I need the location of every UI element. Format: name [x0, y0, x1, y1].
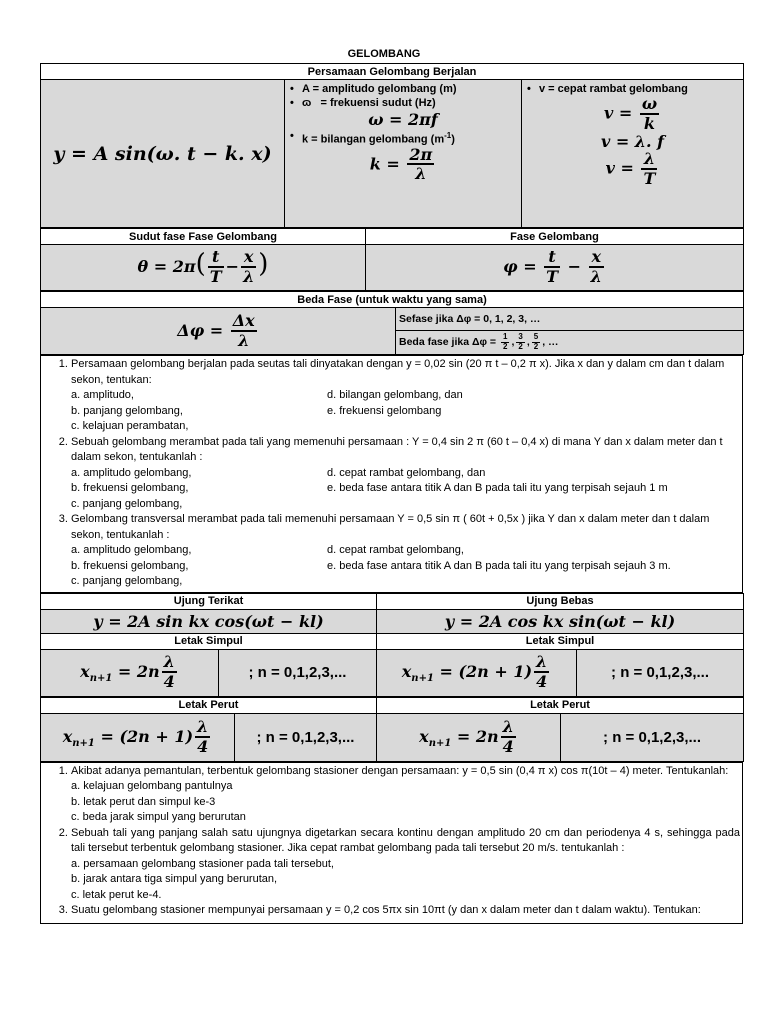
- wave-number-note: • k = bilangan gelombang $(m^{-1})$: [302, 129, 518, 147]
- standing-wave-table: [40, 593, 744, 697]
- worksheet: [40, 63, 743, 924]
- section-header: Persamaan Gelombang Berjalan: [41, 64, 744, 80]
- free-node-equation: $x_{n+1} = (2n + 1)$ $\frac{\lambda}{4}$: [377, 649, 577, 696]
- phase-angle-header: Sudut fase Fase Gelombang: [41, 229, 366, 245]
- free-end-equation: y = 2A cos kx sin(ωt − kl): [377, 609, 744, 633]
- problem-3: 3. Gelombang transversal merambat pada tali memenuhi persamaan Y = 0,5 sin π ( 60t + 0,5x ) jika Y dan x dalam meter dan t dalam sekon, tentukanlah : a. amplitudo gelombang, d. cepat rambat gelombang, b. frekuensi gelombang, e. beda fase antara titik A dan B pada tali itu yang terpisah sejauh 3 m. c. panjang gelombang,: [71, 512, 740, 590]
- fixed-antinode-equation: $x_{n+1} = (2n + 1)$ $\frac{\lambda}{4}$: [41, 713, 235, 761]
- fixed-antinode-header: Letak Perut: [41, 697, 377, 713]
- k-equation: k = $\frac{2\pi}{\lambda}$: [369, 144, 433, 184]
- traveling-wave-equation: y = A sin(ω. t − k. x): [53, 142, 272, 165]
- phase-difference-header: Beda Fase (untuk waktu yang sama): [41, 292, 744, 308]
- problem-stasioner-2: 2. Sebuah tali yang panjang salah satu ujungnya digetarkan secara kontinu dengan amplitudo 20 cm dan periodenya 4 s, sehingga pada tali tersebut terbentuk gelombang stasioner. Jika cepat rambat gelombang pada tali tersebut 20 m/s. tentukanlah : a. persamaan gelombang stasioner pada tali tersebut, b. jarak antara tiga simpul yang berurutan, c. letak perut ke-4.: [71, 826, 740, 904]
- main-equation-cell: [41, 80, 285, 228]
- wave-phase-header: Fase Gelombang: [366, 229, 744, 245]
- velocity-note: • v = cepat rambat gelombang: [539, 82, 740, 96]
- velocity-eq-2: v = λ. f: [600, 132, 665, 152]
- parameter-cell: [285, 80, 522, 228]
- phase-difference-table: [40, 291, 744, 355]
- free-antinode-equation: $x_{n+1} = 2n$ $\frac{\lambda}{4}$: [377, 713, 561, 761]
- phase-difference-equation: Δφ = $\frac{\Delta x}{\lambda}$: [41, 308, 396, 355]
- omega-equation: ω = 2πf: [368, 110, 438, 129]
- velocity-cell: [522, 80, 744, 228]
- phase-table: [40, 228, 744, 291]
- page-title: GELOMBANG: [347, 48, 421, 60]
- free-node-header: Letak Simpul: [377, 633, 744, 649]
- out-of-phase-condition: Beda fase jika Δφ = $\frac{1}{2}$ , $\frac{3}{2}$ , $\frac{5}{2}$ , …: [396, 331, 744, 355]
- fixed-antinode-range: ; n = 0,1,2,3,...: [235, 713, 377, 761]
- free-antinode-range: ; n = 0,1,2,3,...: [561, 713, 744, 761]
- fixed-end-header: Ujung Terikat: [41, 593, 377, 609]
- traveling-wave-table: [40, 63, 744, 228]
- angular-frequency-note: • ɷ = frekuensi sudut (Hz): [302, 96, 518, 110]
- free-end-header: Ujung Bebas: [377, 593, 744, 609]
- problems-set-1: [40, 355, 743, 593]
- wave-phase-equation: φ = $\frac{t}{T}$ − $\frac{x}{\lambda}$: [366, 245, 744, 291]
- free-antinode-header: Letak Perut: [377, 697, 744, 713]
- fixed-node-equation: $x_{n+1} = 2n$ $\frac{\lambda}{4}$: [41, 649, 219, 696]
- problem-stasioner-1: 1. Akibat adanya pemantulan, terbentuk gelombang stasioner dengan persamaan: y = 0,5 sin (0,4 π x) cos π(10t – 4) meter. Tentukanlah: a. kelajuan gelombang pantulnya b. letak perut dan simpul ke-3 c. beda jarak simpul yang berurutan: [71, 764, 740, 826]
- amplitude-note: • A = amplitudo gelombang (m): [302, 82, 518, 96]
- velocity-eq-3: v = $\frac{\lambda}{T}$: [605, 149, 656, 189]
- problems-set-2: [40, 762, 743, 924]
- problem-1: 1. Persamaan gelombang berjalan pada seutas tali dinyatakan dengan y = 0,02 sin (20 π t – 0,2 π x). Jika x dan y dalam cm dan t dalam sekon, tentukan: a. amplitudo, d. bilangan gelombang, dan b. panjang gelombang, e. frekuensi gelombang c. kelajuan perambatan,: [71, 357, 740, 435]
- antinode-table: [40, 697, 744, 762]
- problem-stasioner-3: 3. Suatu gelombang stasioner mempunyai persamaan y = 0,2 cos 5πx sin 10πt (y dan x dalam meter dan t dalam waktu). Tentukan:: [71, 903, 740, 919]
- phase-angle-equation: θ = 2π( $\frac{t}{T}$ − $\frac{x}{\lambda}$ ): [41, 245, 366, 291]
- in-phase-condition: Sefase jika Δφ = 0, 1, 2, 3, …: [396, 308, 744, 331]
- fixed-node-range: ; n = 0,1,2,3,...: [219, 649, 377, 696]
- free-node-range: ; n = 0,1,2,3,...: [577, 649, 744, 696]
- fixed-node-header: Letak Simpul: [41, 633, 377, 649]
- velocity-eq-1: v = $\frac{\omega}{k}$: [603, 94, 658, 133]
- problem-2: 2. Sebuah gelombang merambat pada tali yang memenuhi persamaan : Y = 0,4 sin 2 π (60 t – 0,4 x) di mana Y dan x dalam meter dan t dalam sekon, tentukanlah : a. amplitudo gelombang, d. cepat rambat gelombang, dan b. frekuensi gelombang, e. beda fase antara titik A dan B pada tali itu yang terpisah sejauh 1 m c. panjang gelombang,: [71, 435, 740, 513]
- fixed-end-equation: y = 2A sin kx cos(ωt − kl): [41, 609, 377, 633]
